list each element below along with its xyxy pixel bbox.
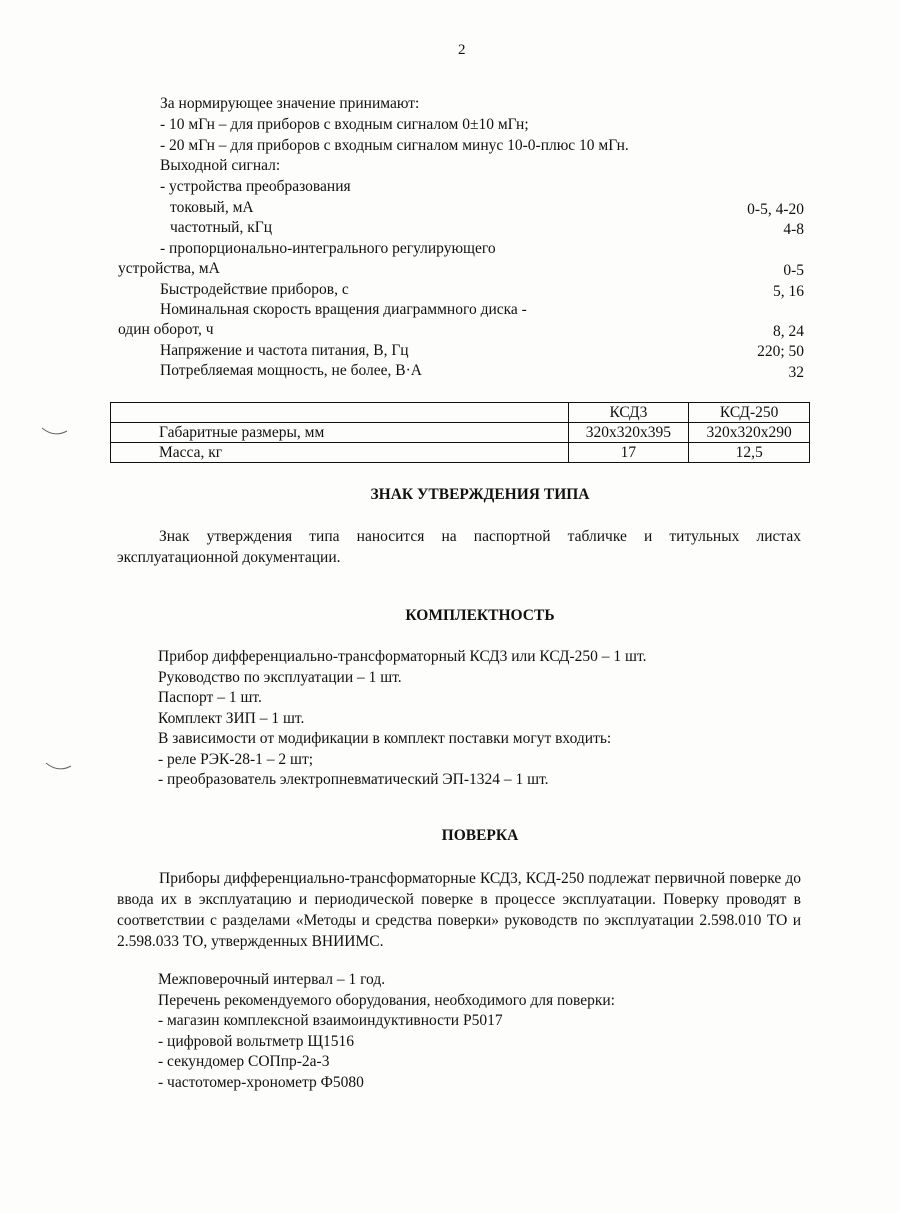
- supply-value: 220; 50: [757, 343, 804, 360]
- speed-label: Быстродействие приборов, с: [160, 281, 349, 298]
- power-value: 32: [788, 364, 804, 381]
- list-item: Паспорт – 1 шт.: [158, 689, 262, 706]
- list-item: Перечень рекомендуемого оборудования, необходимого для поверки:: [158, 991, 615, 1009]
- output-signal-label: Выходной сигнал:: [160, 157, 281, 174]
- list-item: Комплект ЗИП – 1 шт.: [158, 709, 305, 727]
- verification-text: Приборы дифференциально-трансформаторные КСД3, КСД-250 подлежат первичной поверке до ввода их в эксплуатацию и периодической поверке в процессе эксплуатации. Поверку проводят в соответствии с разделами «Методы и средства поверки» руководств по эксплуатации 2.598.010 ТО и 2.598.033 ТО, утвержденных ВНИИМС.: [117, 870, 801, 950]
- verification-heading: ПОВЕРКА: [441, 827, 519, 844]
- rotation-label-line1: Номинальная скорость вращения диаграммного диска -: [160, 301, 527, 318]
- table-row: [111, 423, 810, 443]
- completeness-heading: КОМПЛЕКТНОСТЬ: [405, 607, 555, 624]
- pid-label-line1: - пропорционально-интегрального регулирующего: [160, 240, 496, 257]
- pid-value: 0-5: [783, 262, 804, 279]
- hole-punch-mark: [40, 425, 70, 439]
- page-number: 2: [458, 42, 466, 58]
- table-cell: 17: [568, 443, 689, 463]
- power-label: Потребляемая мощность, не более, В·А: [160, 362, 422, 379]
- list-item: - секундомер СОПпр-2а-3: [158, 1053, 330, 1070]
- table-cell: 320х320х290: [689, 423, 810, 443]
- norm-intro: За нормирующее значение принимают:: [160, 95, 420, 112]
- norm-line-2: - 20 мГн – для приборов с входным сигналом минус 10-0-плюс 10 мГн.: [160, 137, 629, 154]
- table-header-cell: КСД-250: [689, 403, 810, 423]
- frequency-value: 4-8: [783, 221, 804, 238]
- list-item: Межповерочный интервал – 1 год.: [158, 971, 386, 988]
- current-label: токовый, мА: [170, 199, 254, 216]
- hole-punch-mark: [44, 760, 74, 774]
- type-approval-text: Знак утверждения типа наносится на паспортной табличке и титульных листах эксплуатационной документации.: [117, 528, 801, 566]
- table-cell: Габаритные размеры, мм: [111, 423, 569, 443]
- list-item: В зависимости от модификации в комплект поставки могут входить:: [158, 730, 612, 747]
- table-header-row: [111, 403, 810, 423]
- frequency-label: частотный, кГц: [170, 219, 272, 236]
- type-approval-heading: ЗНАК УТВЕРЖДЕНИЯ ТИПА: [370, 486, 590, 503]
- table-header-cell: [111, 403, 569, 423]
- list-item: Прибор дифференциально-трансформаторный КСД3 или КСД-250 – 1 шт.: [158, 648, 647, 665]
- table-header-cell: КСД3: [568, 403, 689, 423]
- list-item: - преобразователь электропневматический ЭП-1324 – 1 шт.: [158, 771, 549, 788]
- rotation-value: 8, 24: [773, 323, 804, 340]
- current-value: 0-5, 4-20: [747, 201, 804, 218]
- converter-label: - устройства преобразования: [160, 178, 351, 195]
- table-row: [111, 443, 810, 463]
- dimensions-table: [110, 402, 810, 463]
- table-cell: 320х320х395: [568, 423, 689, 443]
- list-item: - реле РЭК-28-1 – 2 шт;: [158, 750, 314, 768]
- verification-list: [158, 970, 615, 1093]
- table-cell: 12,5: [689, 443, 810, 463]
- speed-value: 5, 16: [773, 283, 804, 300]
- pid-label-line2: устройства, мА: [118, 260, 220, 277]
- supply-label: Напряжение и частота питания, В, Гц: [160, 342, 409, 359]
- list-item: - цифровой вольтметр Щ1516: [158, 1032, 354, 1050]
- norm-line-1: - 10 мГн – для приборов с входным сигналом 0±10 мГн;: [160, 116, 529, 133]
- list-item: - частотомер-хронометр Ф5080: [158, 1073, 364, 1091]
- list-item: Руководство по эксплуатации – 1 шт.: [158, 668, 402, 686]
- list-item: - магазин комплексной взаимоиндуктивности Р5017: [158, 1012, 503, 1029]
- table-cell: Масса, кг: [111, 443, 569, 463]
- completeness-list: [158, 647, 646, 791]
- rotation-label-line2: один оборот, ч: [118, 321, 214, 338]
